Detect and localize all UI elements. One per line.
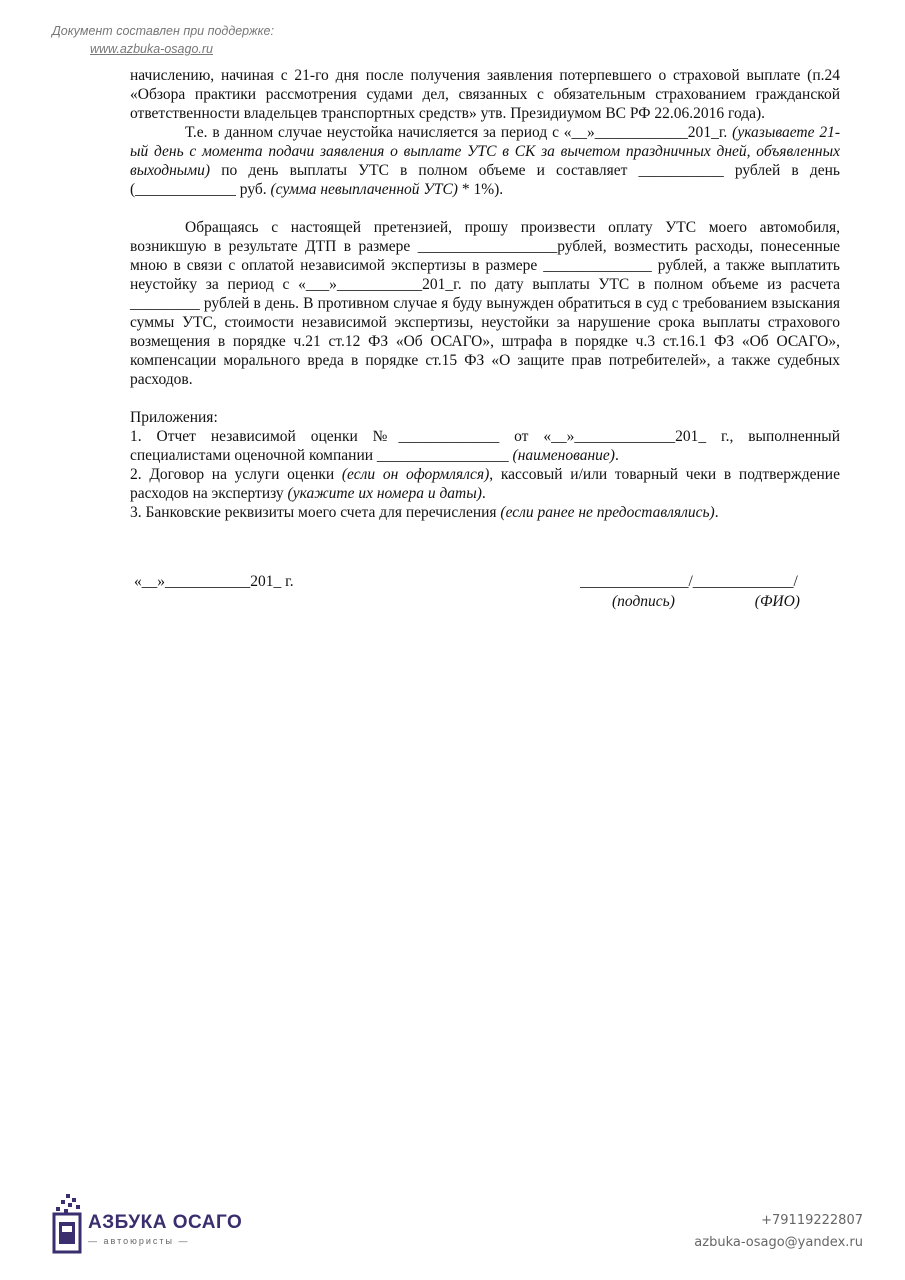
signature-labels — [612, 592, 800, 611]
brand-logo — [52, 1192, 243, 1261]
attachment-item-2 — [130, 465, 840, 503]
attachment-item-3-hint: (если ранее не предоставлялись) — [500, 504, 715, 521]
document-body — [130, 66, 840, 612]
paragraph-1: начислению, начиная с 21-го дня после получения заявления потерпевшего о страховой выплате (п.24 «Обзора практики рассмотрения судами дел, связанных с обязательным страхованием гражданской ответственности владельцев транспортных средств» утв. Президиумом ВС РФ 22.06.2016 года). — [130, 67, 840, 122]
attachments-title: Приложения: — [130, 409, 218, 426]
paragraph-2 — [130, 123, 840, 199]
contact-phone[interactable]: +79119222807 — [761, 1213, 863, 1228]
paragraph-2-hint-1: (указываете 21-ый день с момента подачи заявления о выплате УТС в СК за вычетом праздничных дней, объявленных выходными) — [130, 124, 840, 179]
paragraph-3: Обращаясь с настоящей претензией, прошу произвести оплату УТС моего автомобиля, возникшую в результате ДТП в размере __________________рублей, возместить расходы, понесенные мною в связи с оплатой независимой экспертизы в размере ______________ рублей, а также выплатить неустойку за период с «___»___________201_г. по дату выплаты УТС в полном объеме из расчета _________ рублей в день. В противном случае я буду вынужден обратиться в суд с требованием взыскания суммы УТС, стоимости независимой экспертизы, неустойки за нарушение срока выплаты страхового возмещения в порядке ч.21 ст.12 ФЗ «Об ОСАГО», штрафа в порядке ч.3 ст.16.1 ФЗ «Об ОСАГО», компенсации морального вреда в порядке ст.15 ФЗ «О защите прав потребителей», а также судебных расходов. — [130, 219, 840, 388]
support-url-link[interactable]: www.azbuka-osago.ru — [90, 42, 213, 56]
paragraph-2-text-2: по день выплаты УТС в полном объеме и составляет ___________ рублей в день (_____________ руб. — [130, 162, 840, 198]
attachment-item-1-text: 1. Отчет независимой оценки №_____________ от «__»_____________201_ г., выполненный специалистами оценочной компании _________________ — [130, 428, 840, 464]
support-note — [52, 22, 274, 58]
signature-line: ______________/_____________/ — [580, 573, 798, 590]
signature-name-label: (ФИО) — [754, 593, 800, 610]
attachment-item-2-hint-1: (если он оформлялся) — [341, 466, 490, 483]
contact-email[interactable]: azbuka-osago@yandex.ru — [694, 1235, 863, 1250]
signature-sign-label: (подпись) — [612, 593, 675, 610]
logo-subtitle: — автоюристы — — [88, 1236, 190, 1246]
attachment-item-1-hint: (наименование) — [512, 447, 615, 464]
signature-block — [130, 572, 840, 612]
logo-building-icon — [52, 1192, 86, 1256]
attachment-item-3 — [130, 503, 840, 522]
contacts — [694, 1210, 863, 1254]
attachment-item-1 — [130, 427, 840, 465]
attachment-item-2-text-2: , кассовый и/или товарный чеки в подтверждение расходов на экспертизу — [130, 466, 840, 502]
attachment-item-3-tail: . — [714, 504, 719, 521]
support-note-text: Документ составлен при поддержке: — [52, 24, 274, 38]
attachment-item-2-hint-2: (укажите их номера и даты) — [287, 485, 482, 502]
attachment-item-1-tail: . — [614, 447, 619, 464]
signature-date: «__»___________201_ г. — [134, 573, 294, 590]
logo-text: АЗБУКА ОСАГО — [88, 1212, 243, 1233]
paragraph-2-hint-2: (сумма невыплаченной УТС) — [270, 181, 458, 198]
attachment-item-2-text-1: 2. Договор на услуги оценки — [130, 466, 342, 483]
paragraph-2-text-1: Т.е. в данном случае неустойка начисляется за период с «__»____________201_г. — [185, 124, 733, 141]
attachment-item-2-text-3: . — [481, 485, 486, 502]
paragraph-2-text-3: * 1%). — [457, 181, 504, 198]
attachment-item-3-text: 3. Банковские реквизиты моего счета для перечисления — [130, 504, 501, 521]
